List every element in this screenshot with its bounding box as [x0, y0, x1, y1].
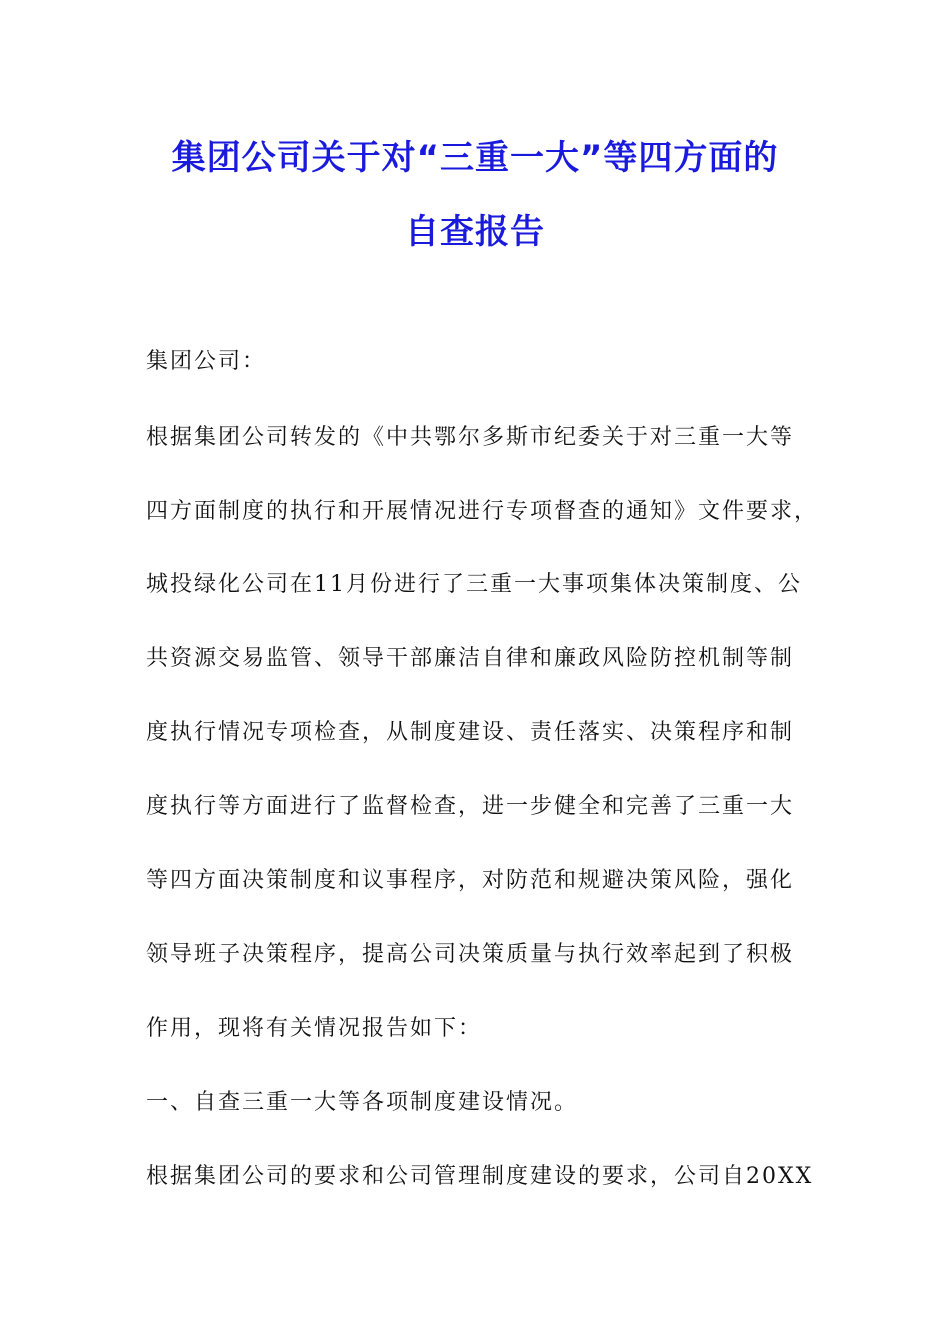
body-line-4: 共资源交易监管、领导干部廉洁自律和廉政风险防控机制等制	[146, 646, 795, 671]
body-line-3: 城投绿化公司在11月份进行了三重一大事项集体决策制度、公	[146, 572, 802, 597]
salutation: 集团公司：	[146, 349, 267, 374]
document-title-line-1: 集团公司关于对“三重一大”等四方面的	[171, 138, 779, 178]
body-line-5: 度执行情况专项检查，从制度建设、责任落实、决策程序和制	[146, 720, 795, 745]
body-line-7: 等四方面决策制度和议事程序，对防范和规避决策风险，强化	[146, 868, 795, 893]
body-line-1: 根据集团公司转发的《中共鄂尔多斯市纪委关于对三重一大等	[146, 425, 795, 450]
body-line-8: 领导班子决策程序，提高公司决策质量与执行效率起到了积极	[146, 942, 795, 967]
document-title-line-2: 自查报告	[405, 212, 545, 252]
body-line-9: 作用，现将有关情况报告如下：	[146, 1016, 483, 1041]
body-line-6: 度执行等方面进行了监督检查，进一步健全和完善了三重一大	[146, 794, 795, 819]
body-line-2: 四方面制度的执行和开展情况进行专项督查的通知》文件要求，	[146, 499, 819, 524]
body-line-11: 根据集团公司的要求和公司管理制度建设的要求，公司自20XX	[146, 1164, 814, 1189]
section-heading-1: 一、自查三重一大等各项制度建设情况。	[146, 1090, 579, 1115]
